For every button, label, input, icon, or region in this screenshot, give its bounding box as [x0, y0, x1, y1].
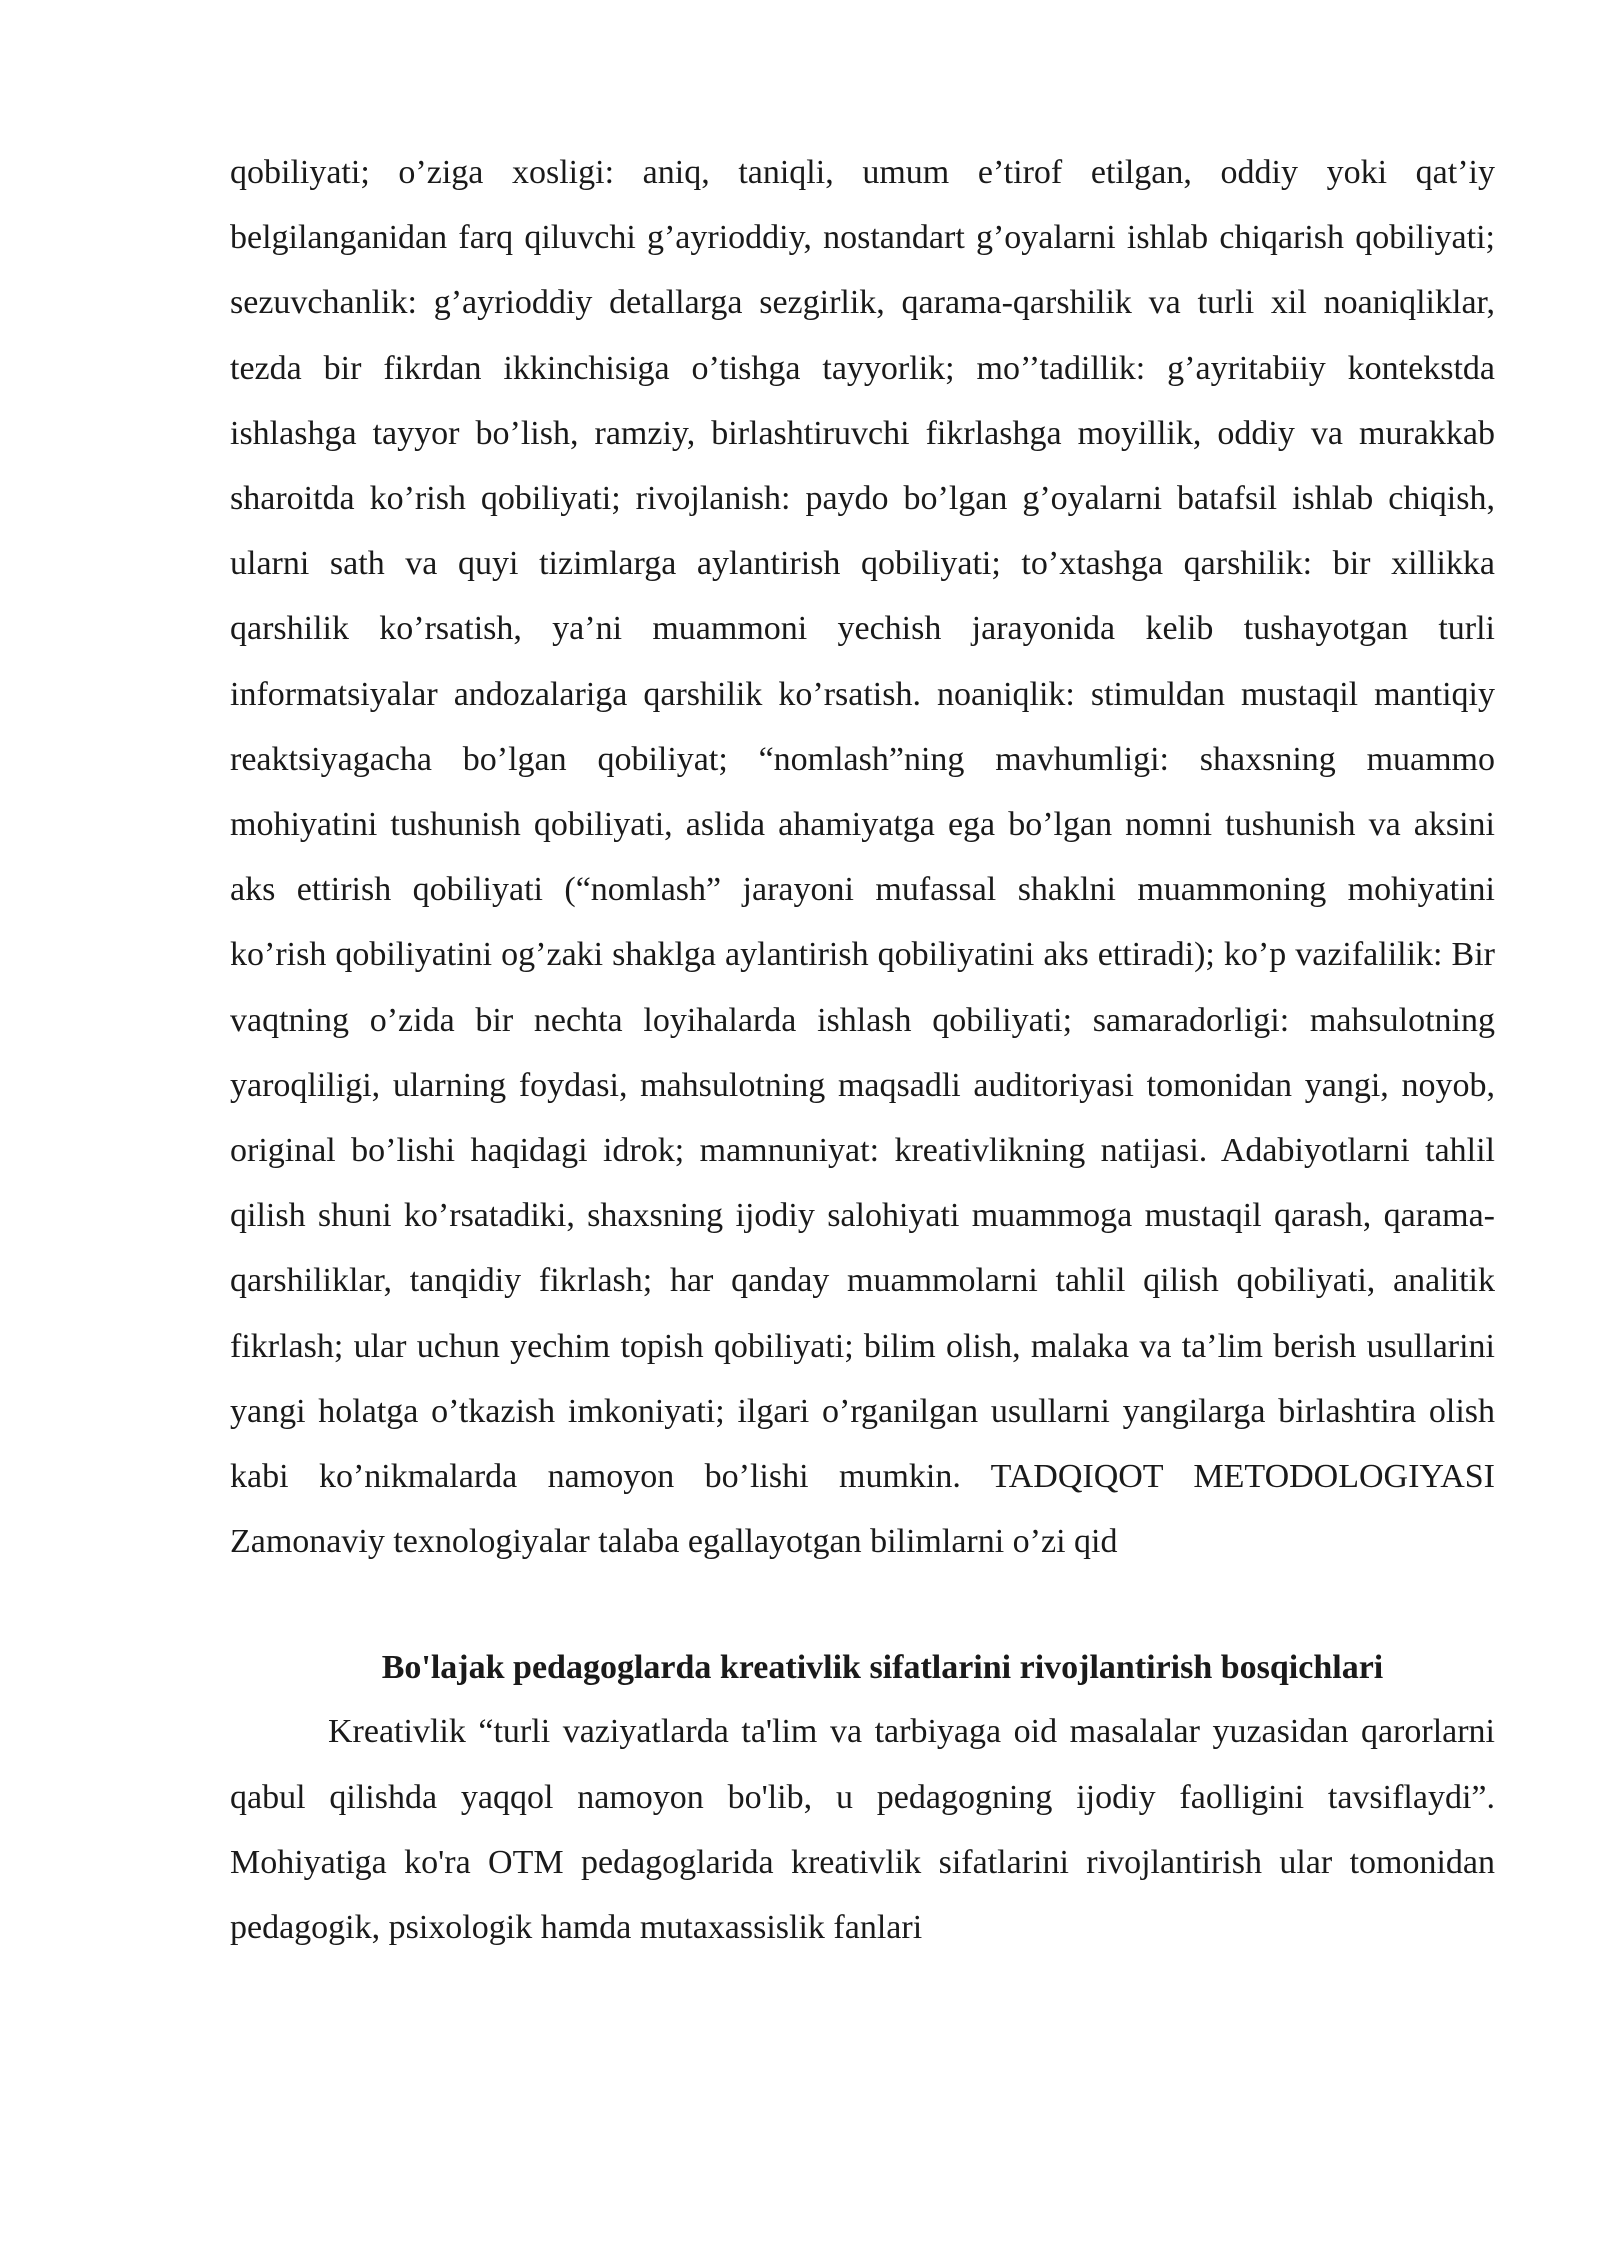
body-paragraph: qobiliyati; o’ziga xosligi: aniq, taniqli, umum e’tirof etilgan, oddiy yoki qat’iy belgilanganidan farq qiluvchi g’ayrioddiy, nostandart g’oyalarni ishlab chiqarish qobiliyati; sezuvchanlik: g’ayrioddiy detallarga sezgirlik, qarama-qarshilik va turli xil noaniqliklar, tezda bir fikrdan ikkinchisiga o’tishga tayyorlik; mo’’tadillik: g’ayritabiiy kontekstda ishlashga tayyor bo’lish, ramziy, birlashtiruvchi fikrlashga moyillik, oddiy va murakkab sharoitda ko’rish qobiliyati; rivojlanish: paydo bo’lgan g’oyalarni batafsil ishlab chiqish, ularni sath va quyi tizimlarga aylantirish qobiliyati; to’xtashga qarshilik: bir xillikka qarshilik ko’rsatish, ya’ni muammoni yechish jarayonida kelib tushayotgan turli informatsiyalar andozalariga qarshilik ko’rsatish. noaniqlik: stimuldan mustaqil mantiqiy reaktsiyagacha bo’lgan qobiliyat; “nomlash”ning mavhumligi: shaxsning muammo mohiyatini tushunish qobiliyati, aslida ahamiyatga ega bo’lgan nomni tushunish va aksini aks ettirish qobiliyati (“nomlash” jarayoni mufassal shaklni muammoning mohiyatini ko’rish qobiliyatini og’zaki shaklga aylantirish qobiliyatini aks ettiradi); ko’p vazifalilik: Bir vaqtning o’zida bir nechta loyihalarda ishlash qobiliyati; samaradorligi: mahsulotning yaroqliligi, ularning foydasi, mahsulotning maqsadli auditoriyasi tomonidan yangi, noyob, original bo’lishi haqidagi idrok; mamnuniyat: kreativlikning natijasi. Adabiyotlarni tahlil qilish shuni ko’rsatadiki, shaxsning ijodiy salohiyati muammoga mustaqil qarash, qarama-qarshiliklar, tanqidiy fikrlash; har qanday muammolarni tahlil qilish qobiliyati, analitik fikrlash; ular uchun yechim topish qobiliyati; bilim olish, malaka va ta’lim berish usullarini yangi holatga o’tkazish imkoniyati; ilgari o’rganilgan usullarni yangilarga birlashtira olish kabi ko’nikmalarda namoyon bo’lishi mumkin. TADQIQOT METODOLOGIYASI Zamonaviy texnologiyalar talaba egallayotgan bilimlarni o’zi qid [230, 154, 1495, 1561]
body-paragraph-indented: Kreativlik “turli vaziyatlarda ta'lim va tarbiyaga oid masalalar yuzasidan qarorlarni qabul qilishda yaqqol namoyon bo'lib, u pedagogning ijodiy faolligini tavsiflaydi”. Mohiyatiga ko'ra OTM pedagoglarida kreativlik sifatlarini rivojlantirish ular tomonidan pedagogik, psixologik hamda mutaxassislik fanlari [230, 1713, 1495, 1947]
document-page [230, 140, 1495, 1960]
section-heading: Bo'lajak pedagoglarda kreativlik sifatlarini rivojlantirish bosqichlari [381, 1649, 1384, 1687]
